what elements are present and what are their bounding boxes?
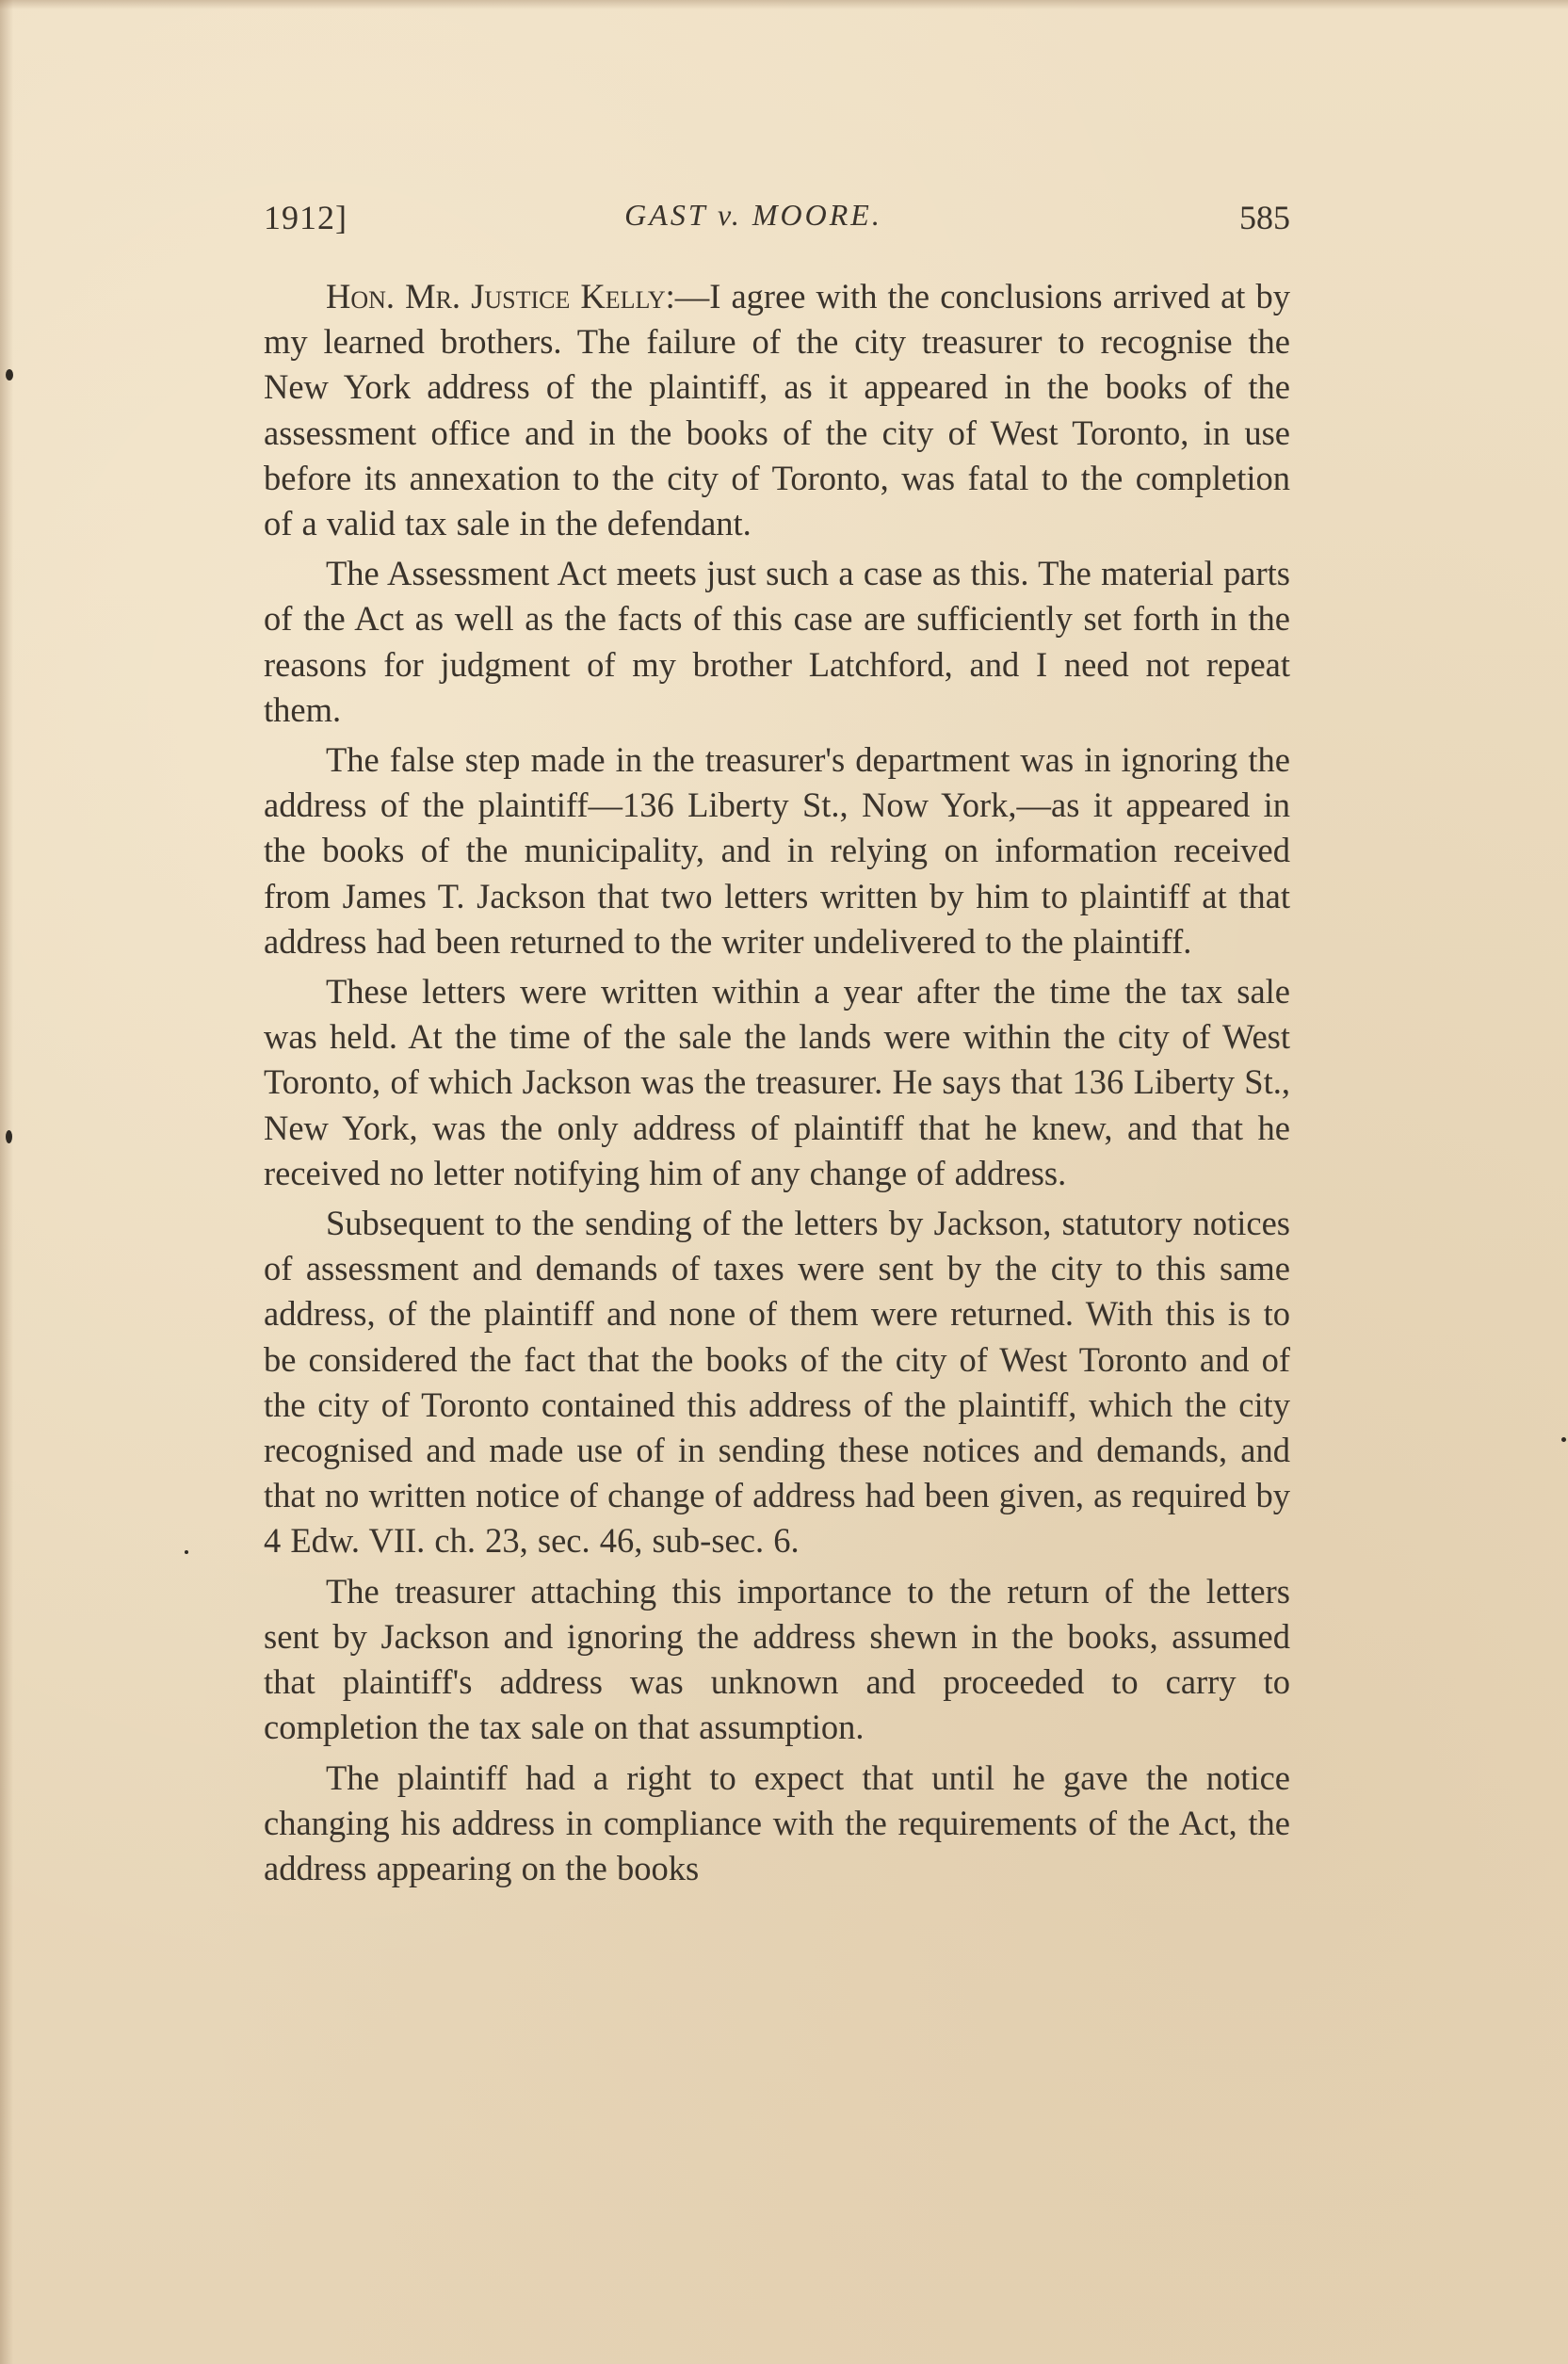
running-head-case-title: GAST v. MOORE.	[624, 198, 882, 232]
margin-ink-speck	[6, 369, 13, 381]
opinion-text	[264, 274, 1290, 1896]
margin-ink-speck	[1561, 1437, 1566, 1442]
margin-ink-speck	[185, 1550, 188, 1554]
paragraph-4: These letters were written within a year after the time the tax sale was held. At the time of the sale the lands were within the city of West Toronto, of which Jackson was the treasurer. He says that 136 Liberty St., New York, was the only address of plaintiff that he knew, and that he received no letter notifying him of any change of address.	[264, 972, 1290, 1192]
running-head	[264, 198, 1290, 245]
paragraph-7: The plaintiff had a right to expect that until he gave the notice changing his address in compliance with the requirements of the Act, the address appearing on the books	[264, 1757, 1290, 1887]
paragraph-6: The treasurer attaching this importance to the return of the letters sent by Jackson and ignoring the address shewn in the books, assumed that plaintiff's address was unknown and proceeded to carry to completion the tax sale on that assumption.	[264, 1571, 1290, 1747]
paragraph-3: The false step made in the treasurer's department was in ignoring the address of the plaintiff—136 Liberty St., Now York,—as it appeared in the books of the municipality, and in relying on information received from James T. Jackson that two letters written by him to plaintiff at that address had been returned to the writer undelivered to the plaintiff.	[264, 740, 1290, 961]
running-head-year: 1912]	[264, 199, 348, 236]
paragraph-1-text: :—I agree with the conclusions arrived at by my learned brothers. The failure of the city treasurer to recognise the New York address of the plaintiff, as it appeared in the books of the assessment office and in the books of the city of West Toronto, in use before its annexation to the city of Toronto, was fatal to the completion of a valid tax sale in the defendant.	[264, 277, 1290, 543]
page-edge-shadow-left	[0, 0, 13, 2364]
page-edge-shadow-top	[0, 0, 1568, 9]
paragraph-5: Subsequent to the sending of the letters by Jackson, statutory notices of assessment and demands of taxes were sent by the city to this same address, of the plaintiff and none of them were returned. With this is to be considered the fact that the books of the city of West Toronto and of the city of Toronto contained this address of the plaintiff, which the city recognised and made use of in sending these notices and demands, and that no written notice of change of address had been given, as required by 4 Edw. VII. ch. 23, sec. 46, sub-sec. 6.	[264, 1204, 1290, 1561]
paragraph-1	[264, 274, 1290, 546]
page-number: 585	[1239, 199, 1290, 236]
paragraph-2: The Assessment Act meets just such a case as this. The material parts of the Act as well as the facts of this case are sufficiently set forth in the reasons for judgment of my brother Latchford, and I need not repeat them.	[264, 554, 1290, 729]
judge-name: Hon. Mr. Justice Kelly	[326, 277, 666, 316]
margin-ink-speck	[6, 1130, 12, 1143]
